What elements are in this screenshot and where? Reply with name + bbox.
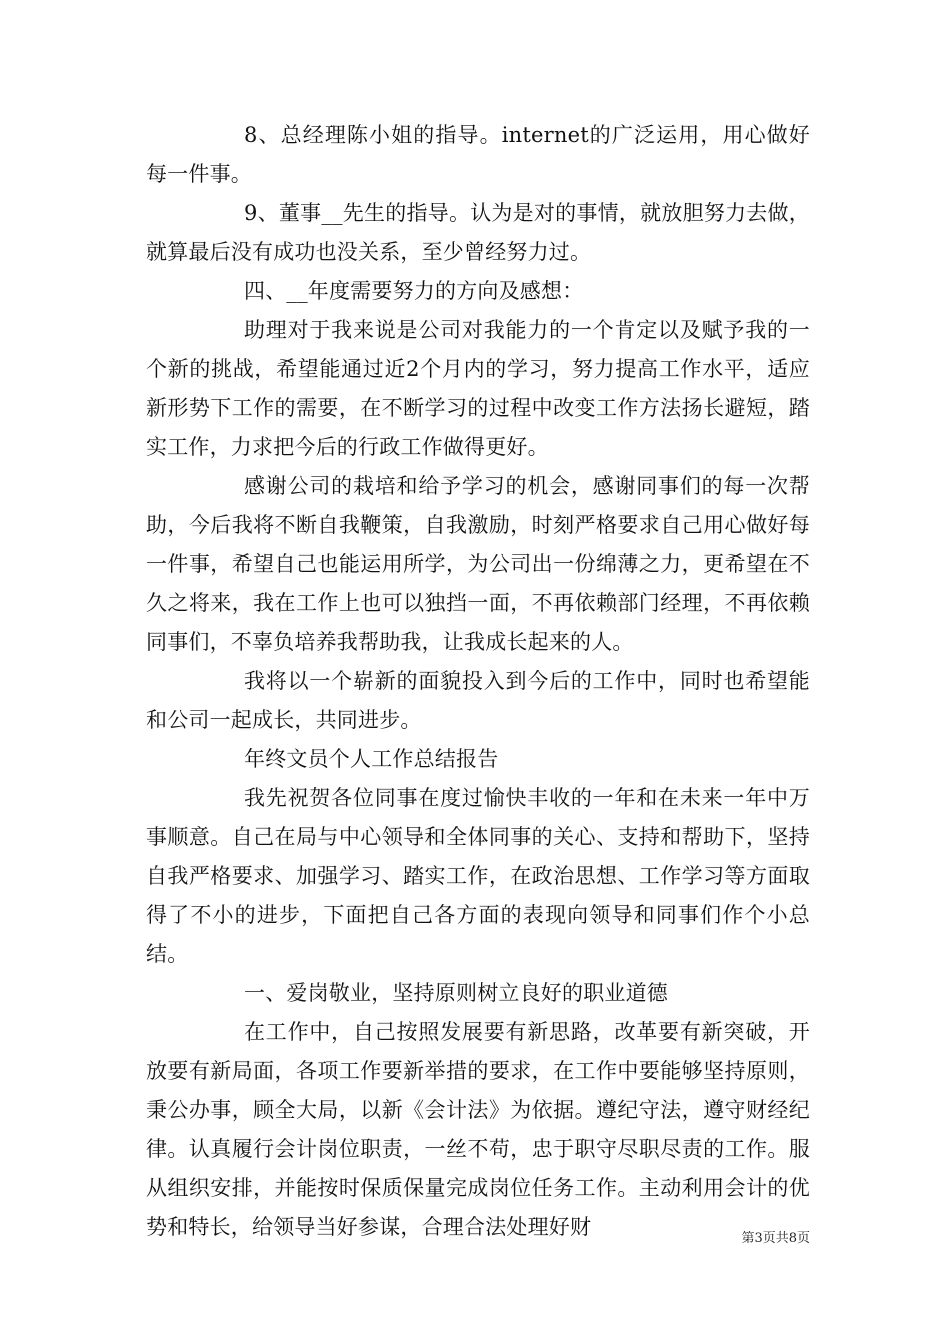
paragraph-greeting: 我先祝贺各位同事在度过愉快丰收的一年和在未来一年中万事顺意。自己在局与中心领导和全体同事的关心、支持和帮助下，坚持自我严格要求、加强学习、踏实工作，在政治思想、工作学习等方面取得了不小的进步，下面把自己各方面的表现向领导和同事们作个小总结。 <box>146 786 810 966</box>
paragraph-assistant: 助理对于我来说是公司对我能力的一个肯定以及赋予我的一个新的挑战，希望能通过近2个月内的学习，努力提高工作水平，适应新形势下工作的需要，在不断学习的过程中改变工作方法扬长避短，踏实工作，力求把今后的行政工作做得更好。 <box>146 318 810 459</box>
section-heading-one: 一、爱岗敬业，坚持原则树立良好的职业道德 <box>244 981 668 1005</box>
page-number: 第3页共8页 <box>741 1231 810 1246</box>
document-body <box>146 116 810 1247</box>
paragraph-item-8: 8、总经理陈小姐的指导。internet的广泛运用，用心做好每一件事。 <box>146 123 810 186</box>
report-title: 年终文员个人工作总结报告 <box>244 747 499 771</box>
paragraph-work: 在工作中，自己按照发展要有新思路，改革要有新突破，开放要有新局面，各项工作要新举措的要求，在工作中要能够坚持原则，秉公办事，顾全大局，以新《会计法》为依据。遵纪守法，遵守财经纪律。认真履行会计岗位职责，一丝不苟，忠于职守尽职尽责的工作。服从组织安排，并能按时保质保量完成岗位任务工作。主动利用会计的优势和特长，给领导当好参谋，合理合法处理好财 <box>146 1020 810 1239</box>
paragraph-thanks: 感谢公司的栽培和给予学习的机会，感谢同事们的每一次帮助，今后我将不断自我鞭策，自我激励，时刻严格要求自己用心做好每一件事，希望自己也能运用所学，为公司出一份绵薄之力，更希望在不久之将来，我在工作上也可以独挡一面，不再依赖部门经理，不再依赖同事们，不辜负培养我帮助我，让我成长起来的人。 <box>146 474 810 654</box>
paragraph-future: 我将以一个崭新的面貌投入到今后的工作中，同时也希望能和公司一起成长，共同进步。 <box>146 669 810 732</box>
section-heading-four: 四、__年度需要努力的方向及感想： <box>244 279 584 303</box>
paragraph-item-9: 9、董事__先生的指导。认为是对的事情，就放胆努力去做，就算最后没有成功也没关系，至少曾经努力过。 <box>146 201 810 264</box>
